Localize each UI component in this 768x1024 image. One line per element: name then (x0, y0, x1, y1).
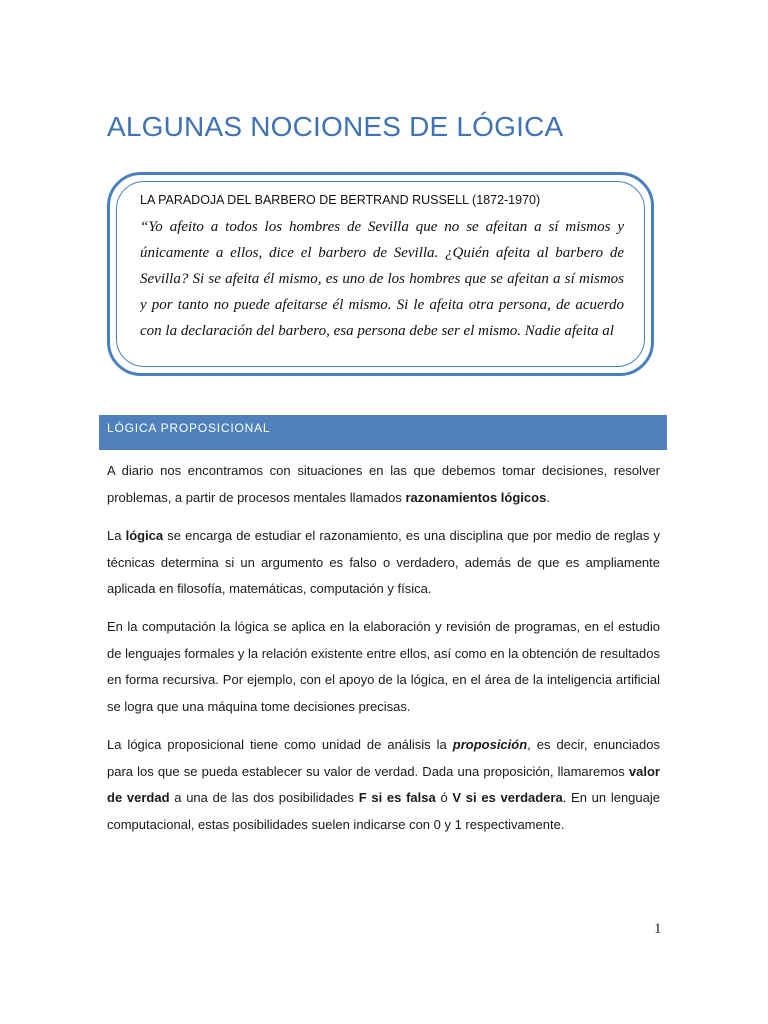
paragraph-4-text-e: a una de las dos posibilidades (169, 790, 359, 805)
page-number: 1 (654, 921, 662, 937)
paragraph-4-text-g: ó (435, 790, 453, 805)
page-title: ALGUNAS NOCIONES DE LÓGICA (107, 111, 564, 142)
paragraph-3-text: En la computación la lógica se aplica en la elaboración y revisión de programas, en el estudio de lenguajes formales y la relación existente entre ellos, así como en la obtención de resultados en forma recursiva. Por ejemplo, con el apoyo de la lógica, en el área de la inteligencia artificial se logra que una máquina tome decisiones precisas. (107, 619, 660, 714)
paragraph-4-valor-verdad: valor de verdad (107, 763, 660, 805)
paragraph-2-end: se encarga de estudiar el razonamiento, es una disciplina que por medio de reglas y técnicas determina si un argumento es falso o verdadero, además de que es ampliamente aplicada en filosofía, matemáticas, computación y física. (107, 528, 660, 596)
paragraph-4-falsa: F si es falsa (358, 790, 436, 805)
paragraph-4-verdadera: V si es verdadera (452, 790, 563, 805)
paragraph-1-text: A diario nos encontramos con situaciones en las que debemos tomar decisiones, resolver problemas, a partir de procesos mentales llamados (107, 463, 660, 505)
paragraph-3 (107, 614, 660, 720)
paragraph-1-bold: razonamientos lógicos (405, 489, 547, 505)
paragraph-4-text-c: , es decir, enunciados para los que se pueda establecer su valor de verdad. Dada una proposición, llamaremos (107, 737, 660, 779)
paragraph-1 (107, 458, 660, 511)
paragraph-2 (107, 523, 660, 603)
paragraph-4-text-i: . En un lenguaje computacional, estas posibilidades suelen indicarse con 0 y 1 respectivamente. (107, 790, 660, 832)
section-header-bar (99, 415, 667, 450)
section-title: LÓGICA PROPOSICIONAL (107, 421, 271, 435)
paragraph-4-text-a: La lógica proposicional tiene como unidad de análisis la (107, 737, 453, 752)
paragraph-1-end: . (546, 489, 550, 505)
quote-heading: LA PARADOJA DEL BARBERO DE BERTRAND RUSSELL (1872-1970) (140, 193, 541, 207)
paragraph-2-bold: lógica (125, 528, 164, 543)
paragraph-4 (107, 732, 660, 838)
quote-text: “Yo afeito a todos los hombres de Sevilla que no se afeitan a sí mismos y únicamente a ellos, dice el barbero de Sevilla. ¿Quién afeita al barbero de Sevilla? Si se afeita él mismo, es uno de los hombres que se afeitan a sí mismos y por tanto no puede afeitarse él mismo. Si le afeita otra persona, de acuerdo con la declaración del barbero, esa persona debe ser el mismo. Nadie afeita al (140, 219, 624, 339)
paragraph-2-text: La (107, 528, 126, 543)
paragraph-4-proposicion: proposición (452, 737, 528, 752)
